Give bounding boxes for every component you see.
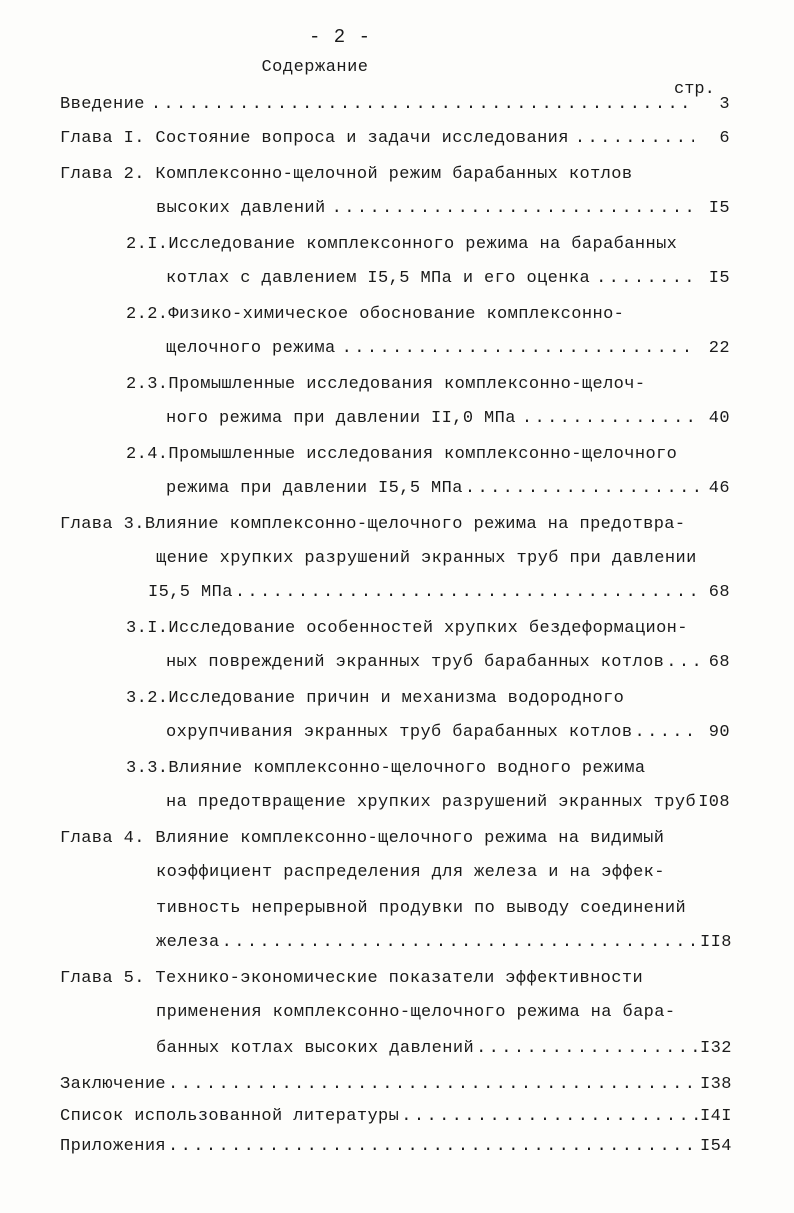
toc-entry-text: 3.2.Исследование причин и механизма водородного	[126, 689, 625, 708]
toc-entry-page: II8	[700, 933, 732, 952]
toc-entry-page: 90	[708, 723, 730, 742]
toc-entry-page: I5	[708, 269, 730, 288]
toc-entry-text: Глава 2. Комплексонно-щелочной режим барабанных котлов	[60, 165, 633, 184]
toc-entry-page: 68	[708, 583, 730, 602]
toc-entry-page: 40	[708, 409, 730, 428]
toc-entry-chapter-4-line-1	[60, 828, 730, 850]
toc-entry-chapter-4-line-2	[156, 862, 730, 884]
toc-entry-section-3-2-line-1	[126, 688, 730, 710]
dot-leader	[476, 1038, 698, 1060]
toc-entry-text: Введение	[60, 95, 145, 114]
dot-leader	[222, 932, 698, 954]
toc-entry-chapter-2[interactable]	[156, 198, 730, 220]
toc-entry-conclusion[interactable]	[60, 1074, 730, 1096]
page-column-label: стр.	[674, 80, 715, 99]
toc-entry-chapter-3[interactable]	[148, 582, 730, 604]
toc-entry-text: 2.4.Промышленные исследования комплексонно-щелочного	[126, 445, 678, 464]
toc-entry-section-3-1[interactable]	[166, 652, 730, 674]
dot-leader	[332, 198, 694, 220]
toc-entry-text: ных повреждений экранных труб барабанных котлов	[166, 653, 665, 672]
toc-entry-page: I5	[708, 199, 730, 218]
dot-leader	[575, 128, 694, 150]
toc-entry-chapter-5[interactable]	[156, 1038, 730, 1060]
toc-entry-page: 22	[708, 339, 730, 358]
toc-entry-page: I08	[698, 793, 730, 812]
dot-leader	[235, 582, 698, 604]
toc-entry-page: I38	[700, 1075, 732, 1094]
dot-leader	[522, 408, 694, 430]
toc-entry-text: тивность непрерывной продувки по выводу соединений	[156, 899, 687, 918]
toc-entry-chapter-3-line-1	[60, 514, 730, 536]
toc-entry-section-3-3-line-1	[126, 758, 730, 780]
toc-entry-page: 3	[719, 95, 730, 114]
toc-entry-page: 6	[719, 129, 730, 148]
toc-entry-text: банных котлах высоких давлений	[156, 1039, 475, 1058]
toc-entry-text: Глава I. Состояние вопроса и задачи исследования	[60, 129, 569, 148]
toc-entry-chapter-2-line-1	[60, 164, 730, 186]
toc-entry-text: Глава 4. Влияние комплексонно-щелочного режима на видимый	[60, 829, 665, 848]
toc-entry-text: 2.3.Промышленные исследования комплексонно-щелоч-	[126, 375, 646, 394]
toc-entry-text: Приложения	[60, 1137, 167, 1156]
toc-entry-page: 46	[708, 479, 730, 498]
toc-entry-section-2-2[interactable]	[166, 338, 730, 360]
toc-entry-references[interactable]	[60, 1106, 730, 1128]
toc-entry-text: щелочного режима	[166, 339, 336, 358]
toc-entry-text: охрупчивания экранных труб барабанных котлов	[166, 723, 633, 742]
toc-entry-text: 2.I.Исследование комплексонного режима на барабанных	[126, 235, 678, 254]
toc-entry-section-3-3[interactable]	[166, 792, 730, 814]
toc-entry-chapter-4[interactable]	[156, 932, 730, 954]
toc-entry-text: Глава 5. Технико-экономические показатели эффективности	[60, 969, 644, 988]
dot-leader	[168, 1074, 698, 1096]
toc-entry-section-2-4-line-1	[126, 444, 730, 466]
toc-entry-section-2-3-line-1	[126, 374, 730, 396]
toc-entry-section-2-2-line-1	[126, 304, 730, 326]
toc-entry-page: I54	[700, 1137, 732, 1156]
page-title: Содержание	[261, 58, 369, 77]
toc-entry-chapter-4-line-3	[156, 898, 730, 920]
toc-entry-section-2-1-line-1	[126, 234, 730, 256]
dot-leader	[596, 268, 694, 290]
toc-entry-section-2-3[interactable]	[166, 408, 730, 430]
toc-entry-section-2-1[interactable]	[166, 268, 730, 290]
toc-entry-section-2-4[interactable]	[166, 478, 730, 500]
toc-entry-text: режима при давлении I5,5 МПа	[166, 479, 463, 498]
toc-entry-text: Глава 3.Влияние комплексонно-щелочного режима на предотвра-	[60, 515, 686, 534]
toc-entry-text: коэффициент распределения для железа и на эффек-	[156, 863, 665, 882]
toc-entry-text: применения комплексонно-щелочного режима на бара-	[156, 1003, 676, 1022]
toc-entry-page: I32	[700, 1039, 732, 1058]
dot-leader	[151, 94, 694, 116]
toc-entry-text: 3.I.Исследование особенностей хрупких бездеформацион-	[126, 619, 688, 638]
toc-entry-text: Заключение	[60, 1075, 167, 1094]
toc-entry-page: I4I	[700, 1107, 732, 1126]
toc-entry-text: высоких давлений	[156, 199, 326, 218]
toc-entry-text: щение хрупких разрушений экранных труб при давлении	[156, 549, 697, 568]
toc-entry-intro[interactable]	[60, 94, 730, 116]
toc-entry-text: железа	[156, 933, 220, 952]
toc-entry-text: 3.3.Влияние комплексонно-щелочного водного режима	[126, 759, 646, 778]
toc-entry-section-3-2[interactable]	[166, 722, 730, 744]
toc-entry-section-3-1-line-1	[126, 618, 730, 640]
toc-entry-text: ного режима при давлении II,0 МПа	[166, 409, 516, 428]
toc-entry-appendix[interactable]	[60, 1136, 730, 1158]
dot-leader	[465, 478, 698, 500]
dot-leader	[401, 1106, 698, 1128]
toc-entry-text: Список использованной литературы	[60, 1107, 400, 1126]
toc-entry-chapter-5-line-2	[156, 1002, 730, 1024]
toc-entry-page: 68	[708, 653, 730, 672]
toc-entry-chapter-1[interactable]	[60, 128, 730, 150]
toc-entry-text: I5,5 МПа	[148, 583, 233, 602]
dot-leader	[666, 652, 698, 674]
dot-leader	[168, 1136, 698, 1158]
toc-entry-text: котлах с давлением I5,5 МПа и его оценка	[166, 269, 591, 288]
toc-entry-text: 2.2.Физико-химическое обоснование комплексонно-	[126, 305, 625, 324]
toc-entry-text: на предотвращение хрупких разрушений экранных труб	[166, 793, 697, 812]
page-number: - 2 -	[308, 26, 371, 48]
toc-entry-chapter-5-line-1	[60, 968, 730, 990]
toc-entry-chapter-3-line-2	[156, 548, 730, 570]
dot-leader	[634, 722, 698, 744]
dot-leader	[342, 338, 694, 360]
